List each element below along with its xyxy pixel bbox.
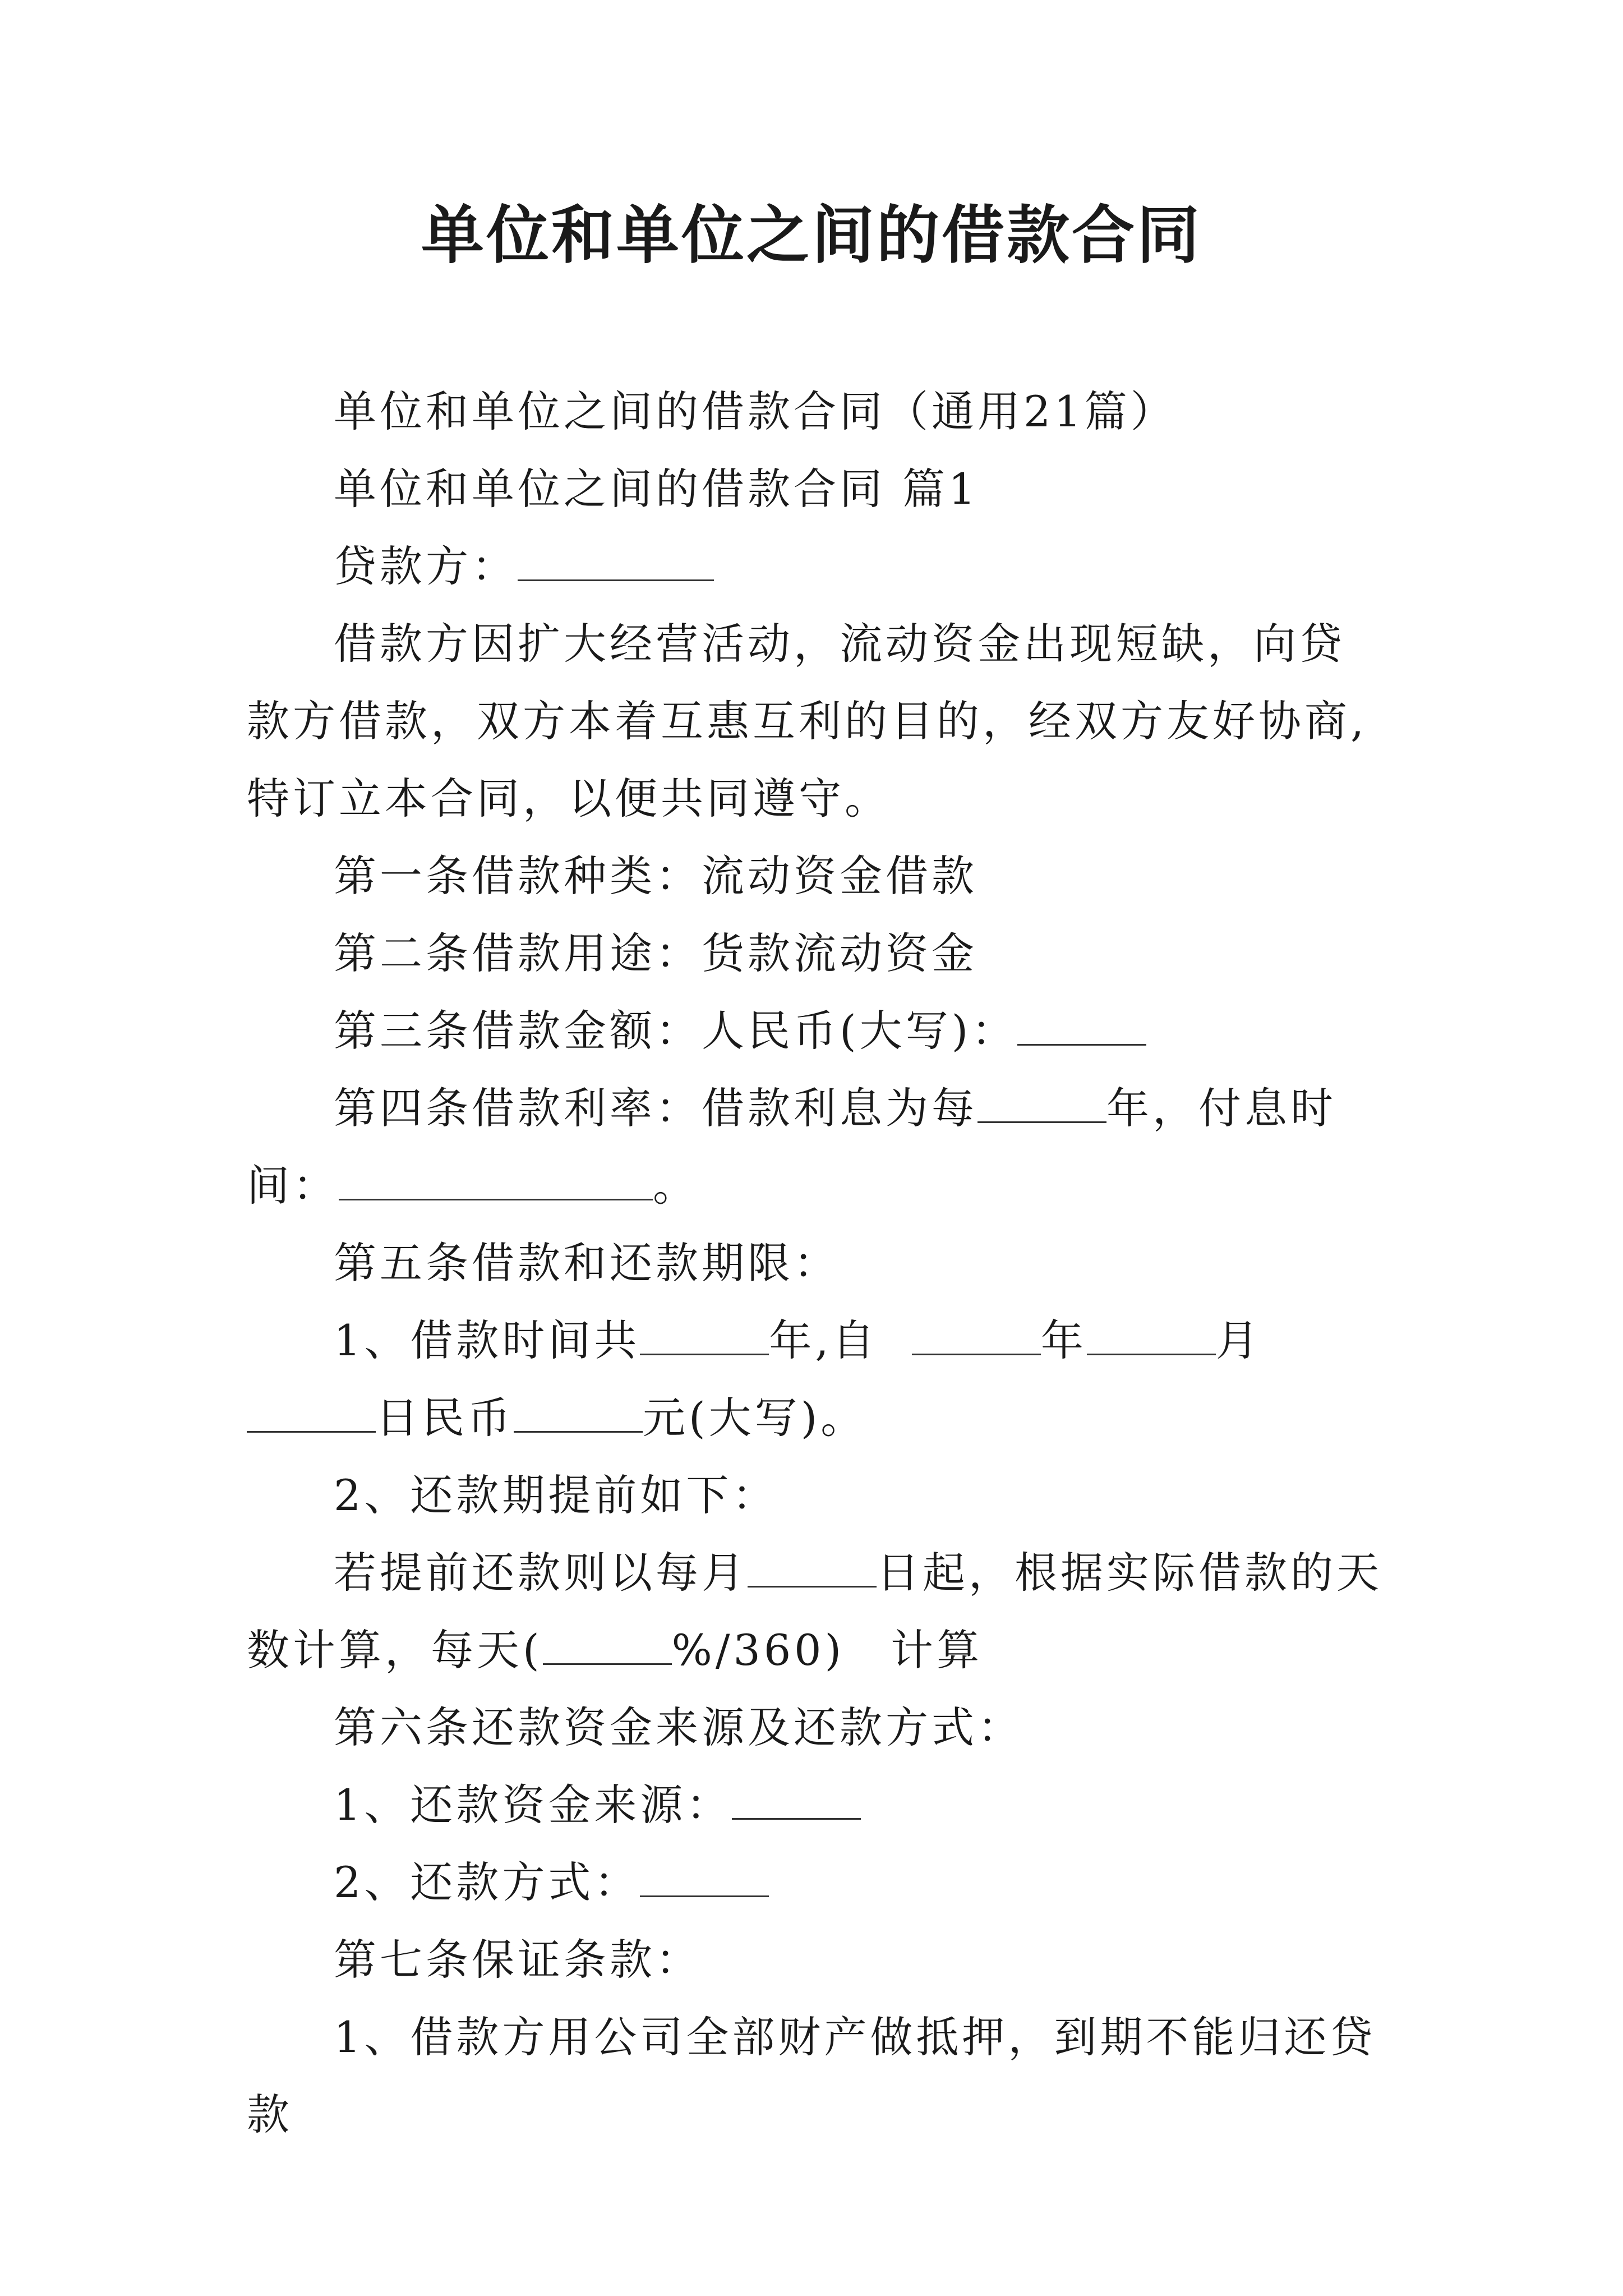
- article-1: 第一条借款种类：流动资金借款: [334, 851, 978, 901]
- source-blank: [732, 1779, 861, 1820]
- article-7: 第七条保证条款：: [334, 1935, 702, 1985]
- article-3-text: 第三条借款金额：人民币(大写)：: [334, 1006, 1018, 1056]
- a5-item2-b: 日起，根据实际借款的天数计算，每天(: [247, 1548, 1382, 1675]
- rate-blank: [543, 1624, 672, 1665]
- a5-item1-a: 1、借款时间共: [334, 1315, 640, 1365]
- article-5-item-2: 2、还款期提前如下：: [334, 1470, 778, 1520]
- article-4-text-a: 第四条借款利率：借款利息为每: [334, 1083, 978, 1133]
- day-blank: [247, 1392, 376, 1433]
- article-4-text-b: 年，付息时间：: [247, 1083, 1336, 1211]
- article-6-item-2: [247, 1844, 1382, 1921]
- amount-blank: [1017, 1005, 1146, 1046]
- subtitle: 单位和单位之间的借款合同（通用21篇）: [334, 386, 1177, 436]
- month-blank: [1087, 1314, 1216, 1355]
- lender-label: 贷款方：: [334, 541, 518, 591]
- interest-blank: [978, 1082, 1106, 1123]
- a5-item1-b: 年,自: [769, 1315, 878, 1365]
- document-title: 单位和单位之间的借款合同: [421, 199, 1202, 272]
- section-heading: 单位和单位之间的借款合同 篇1: [334, 464, 979, 514]
- article-4-end: 。: [653, 1161, 699, 1211]
- article-5-item-1: [247, 1302, 1382, 1457]
- article-3: [247, 992, 1382, 1070]
- article-4: [247, 1070, 1382, 1225]
- a6-item2-text: 2、还款方式：: [334, 1857, 640, 1907]
- pay-time-blank: [339, 1159, 653, 1200]
- article-6-item-1: [247, 1766, 1382, 1844]
- currency-blank: [514, 1392, 643, 1433]
- article-5: 第五条借款和还款期限：: [334, 1238, 840, 1288]
- lender-blank: [518, 540, 714, 581]
- prepay-day-blank: [748, 1547, 877, 1588]
- a5-item2-c: %/360) 计算: [671, 1625, 983, 1675]
- a5-item1-d: 月: [1215, 1315, 1262, 1365]
- method-blank: [640, 1856, 769, 1897]
- document-body: [247, 373, 1382, 2154]
- article-5-item-2-text: [247, 1534, 1382, 1689]
- a5-item2-a: 若提前还款则以每月: [334, 1548, 748, 1598]
- a5-item1-e: 日民币: [376, 1393, 514, 1443]
- a5-item1-c: 年: [1040, 1315, 1087, 1365]
- a5-item1-f: 元(大写)。: [643, 1393, 867, 1443]
- intro-paragraph: 借款方因扩大经营活动，流动资金出现短缺，向贷款方借款，双方本着互惠互利的目的，经双方友好协商,特订立本合同，以便共同遵守。: [247, 619, 1368, 823]
- year-blank: [912, 1314, 1041, 1355]
- a6-item1-text: 1、还款资金来源：: [334, 1780, 732, 1830]
- article-2: 第二条借款用途：货款流动资金: [334, 928, 978, 978]
- article-6: 第六条还款资金来源及还款方式：: [334, 1703, 1023, 1752]
- lender-line: [247, 528, 1382, 605]
- duration-blank: [640, 1314, 769, 1355]
- article-7-item-1: 1、借款方用公司全部财产做抵押，到期不能归还贷款: [247, 2012, 1376, 2139]
